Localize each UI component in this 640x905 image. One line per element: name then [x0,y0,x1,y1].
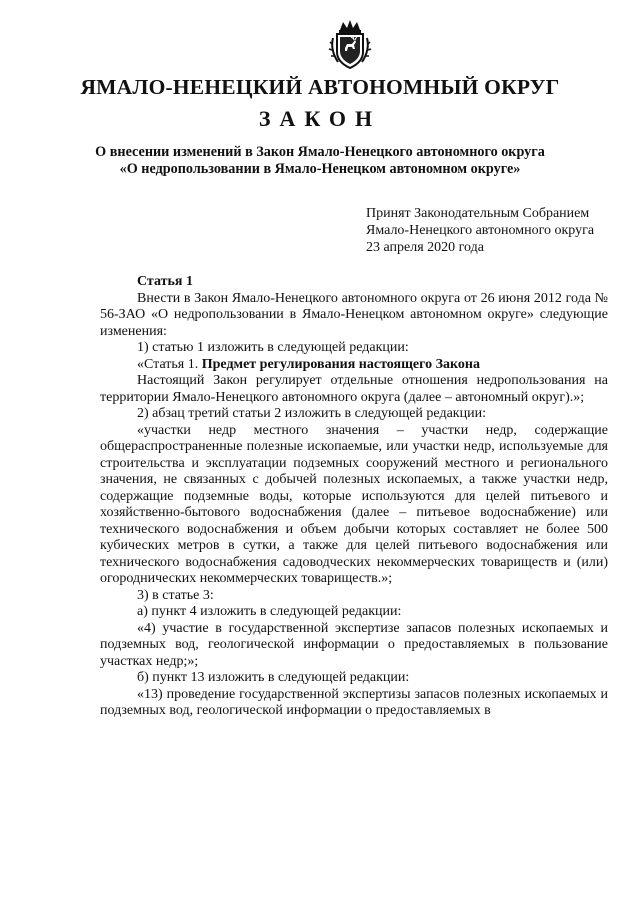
paragraph-bold-title: Предмет регулирования настоящего Закона [201,356,480,372]
paragraph: б) пункт 13 изложить в следующей редакции: [137,670,410,685]
law-title-line-2: «О недропользовании в Ямало-Ненецком автономном округе» [119,161,521,177]
paragraph: Настоящий Закон регулирует отдельные отношения недропользования на территории Ямало-Ненецкого автономного округа (далее – автономный округ).»; [100,373,608,405]
region-title: ЯМАЛО-НЕНЕЦКИЙ АВТОНОМНЫЙ ОКРУГ [80,75,560,99]
paragraph [100,357,608,374]
adoption-line-2: Ямало-Ненецкого автономного округа [366,223,595,238]
paragraph: «участки недр местного значения – участки недр, содержащие общераспространенные полезные ископаемые, или участки недр, используемые для строительства и эксплуатации подземных сооружений местного и регионального значения, не связанных с добычей полезных ископаемых, а также участки недр, содержащие подземные воды, которые используются для целей питьевого и хозяйственно-бытового водоснабжения (далее – питьевое водоснабжение) или технического водоснабжения и объем добычи которых составляет не более 500 кубических метров в сутки, а также для целей питьевого водоснабжения или технического водоснабжения садоводческих некоммерческих товариществ и (или) огороднических некоммерческих товариществ.»; [100,422,608,586]
document-type: ЗАКОН [258,106,382,131]
adoption-note [366,205,594,256]
article-heading: Статья 1 [137,274,193,289]
law-title [60,144,580,178]
paragraph: 1) статью 1 изложить в следующей редакции: [137,340,409,355]
coat-of-arms-icon [328,18,372,70]
adoption-line-1: Принят Законодательным Собранием [366,206,590,221]
paragraph: «4) участие в государственной экспертизе запасов полезных ископаемых и подземных вод, геологической информации о предоставляемых в пользование участках недр;»; [100,620,608,669]
adoption-date: 23 апреля 2020 года [366,240,484,255]
article-body [100,274,608,720]
paragraph: «13) проведение государственной экспертизы запасов полезных ископаемых и подземных вод, геологической информации о предоставляемых в [100,686,608,718]
paragraph: 2) абзац третий статьи 2 изложить в следующей редакции: [137,406,486,421]
paragraph: 3) в статье 3: [137,587,214,603]
paragraph: Внести в Закон Ямало-Ненецкого автономного округа от 26 июня 2012 года № 56-ЗАО «О недропользовании в Ямало-Ненецком автономном округе» следующие изменения: [100,290,608,339]
paragraph: а) пункт 4 изложить в следующей редакции: [137,604,402,619]
paragraph-prefix: «Статья 1. [137,356,202,372]
law-title-line-1: О внесении изменений в Закон Ямало-Ненецкого автономного округа [95,144,545,160]
